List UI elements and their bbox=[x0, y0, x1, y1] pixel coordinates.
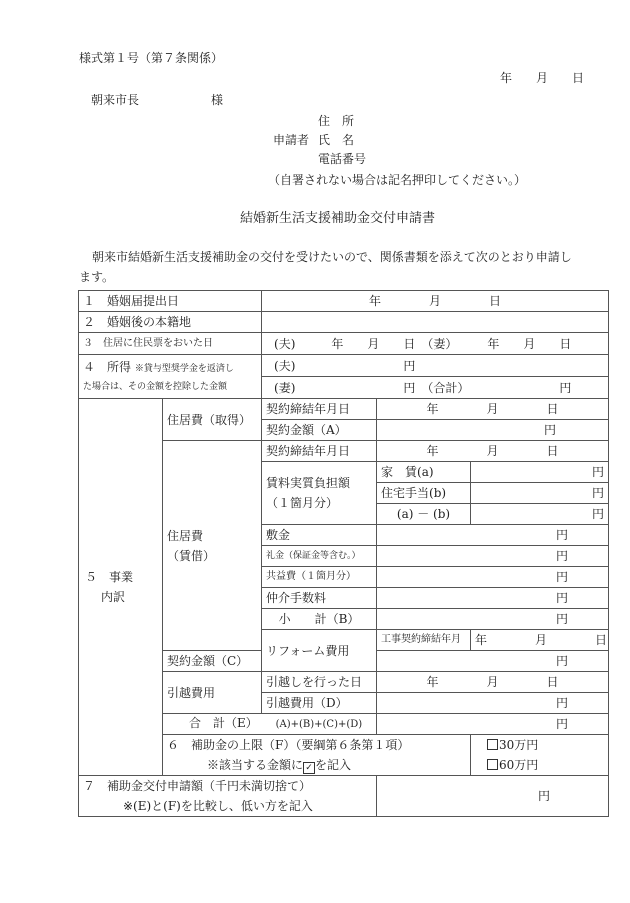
address-label: 住 所 bbox=[318, 114, 355, 128]
intro-text-2: ます。 bbox=[79, 270, 115, 284]
subsidy-limit-note-2: を記入 bbox=[315, 758, 352, 772]
name-label: 氏 名 bbox=[318, 133, 355, 147]
contract-amount-c-label: 契約金額（C） bbox=[163, 651, 262, 672]
phone-label: 電話番号 bbox=[318, 152, 367, 166]
moving-date-label: 引越しを行った日 bbox=[262, 672, 377, 693]
moving-cost-d-value[interactable]: 円 bbox=[377, 693, 609, 714]
construction-date-label: 工事契約締結年月 bbox=[377, 630, 471, 651]
subsidy-limit-options bbox=[471, 735, 609, 776]
registered-domicile-value[interactable] bbox=[262, 312, 609, 333]
common-fee-label: 共益費（１箇月分） bbox=[262, 567, 377, 588]
page-title: 結婚新生活支援補助金交付申請書 bbox=[240, 211, 436, 226]
option-600k-label: 60万円 bbox=[499, 758, 539, 772]
moving-cost-d-label: 引越費用（D） bbox=[262, 693, 377, 714]
form-number: 様式第１号（第７条関係） bbox=[79, 51, 224, 65]
marriage-date-value[interactable]: 年 月 日 bbox=[262, 291, 609, 312]
subsidy-limit-note: ※該当する金額に bbox=[207, 758, 304, 772]
income-note: ※貸与型奨学金を返済し bbox=[134, 363, 234, 374]
rent-burden-label bbox=[262, 462, 377, 525]
checkmark-icon: ✓ bbox=[303, 762, 315, 774]
moving-cost-label: 引越費用 bbox=[163, 672, 262, 714]
intro-text: 朝来市結婚新生活支援補助金の交付を受けたいので、関係書類を添えて次のとおり申請し bbox=[92, 250, 572, 264]
application-amount-note: ※(E)と(F)を比較し、低い方を記入 bbox=[123, 799, 313, 813]
rent-burden-title: 賃料実質負担額 bbox=[266, 476, 351, 490]
moving-date-value[interactable]: 年 月 日 bbox=[377, 672, 609, 693]
rent-burden-sub: （１箇月分） bbox=[266, 496, 339, 510]
deposit-label: 敷金 bbox=[262, 525, 377, 546]
total-e-value[interactable]: 円 bbox=[377, 714, 609, 735]
common-fee-value[interactable]: 円 bbox=[377, 567, 609, 588]
application-amount-value[interactable]: 円 bbox=[377, 776, 609, 817]
housing-rent-sub: （賃借） bbox=[167, 548, 216, 563]
key-money-label: 礼金（保証金等含む。） bbox=[262, 546, 377, 567]
contract-amount-a-label: 契約金額（A） bbox=[262, 420, 377, 441]
brokerage-label: 仲介手数料 bbox=[262, 588, 377, 609]
residence-date-label: ３ 住居に住民票をおいた日 bbox=[79, 333, 262, 355]
contract-date-value[interactable]: 年 月 日 bbox=[377, 399, 609, 420]
income-note-2: た場合は、その金額を控除した金額 bbox=[83, 381, 228, 392]
rent-contract-date-value[interactable]: 年 月 日 bbox=[377, 441, 609, 462]
contract-date-label: 契約締結年月日 bbox=[262, 399, 377, 420]
subsidy-limit-label bbox=[163, 735, 471, 776]
checkbox-600k[interactable] bbox=[487, 759, 498, 770]
project-label-2: 内訳 bbox=[101, 590, 126, 604]
project-label: ５ 事業 bbox=[85, 570, 134, 584]
housing-purchase-label: 住居費（取得） bbox=[163, 399, 262, 441]
income-title: ４ 所得 bbox=[83, 359, 132, 374]
total-e-title: 合 計（E） bbox=[189, 716, 258, 730]
rent-difference-label: (a) － (b) bbox=[377, 504, 471, 525]
rent-label: 家 賃(a) bbox=[377, 462, 471, 483]
application-form-table bbox=[78, 290, 609, 817]
housing-allowance-value[interactable]: 円 bbox=[471, 483, 609, 504]
housing-allowance-label: 住宅手当(b) bbox=[377, 483, 471, 504]
project-breakdown-label bbox=[79, 399, 163, 776]
income-wife[interactable]: (妻) 円 （合計） 円 bbox=[262, 377, 609, 399]
subtotal-b-value[interactable]: 円 bbox=[377, 609, 609, 630]
construction-date-value[interactable]: 年 月 日 bbox=[471, 630, 609, 651]
income-label bbox=[79, 355, 262, 399]
total-e-label bbox=[163, 714, 377, 735]
rent-difference-value[interactable]: 円 bbox=[471, 504, 609, 525]
brokerage-value[interactable]: 円 bbox=[377, 588, 609, 609]
deposit-value[interactable]: 円 bbox=[377, 525, 609, 546]
total-formula: (A)+(B)+(C)+(D) bbox=[275, 719, 363, 730]
rent-value[interactable]: 円 bbox=[471, 462, 609, 483]
checkbox-300k[interactable] bbox=[487, 739, 498, 750]
subsidy-limit-title: ６ 補助金の上限（F）（要綱第６条第１項） bbox=[167, 738, 410, 752]
residence-date-value[interactable]: (夫) 年 月 日 （妻） 年 月 日 bbox=[262, 333, 609, 355]
addressee: 朝来市長 様 bbox=[91, 93, 224, 107]
subtotal-b-label: 小 計（B） bbox=[262, 609, 377, 630]
date-field: 年 月 日 bbox=[500, 71, 585, 85]
marriage-date-label: １ 婚姻届提出日 bbox=[79, 291, 262, 312]
contract-amount-c-value[interactable]: 円 bbox=[377, 651, 609, 672]
registered-domicile-label: ２ 婚姻後の本籍地 bbox=[79, 312, 262, 333]
option-300k-label: 30万円 bbox=[499, 738, 539, 752]
applicant-label: 申請者 bbox=[273, 133, 310, 147]
housing-rent-label bbox=[163, 441, 262, 651]
housing-rent-title: 住居費 bbox=[167, 528, 204, 543]
application-amount-label bbox=[79, 776, 377, 817]
key-money-value[interactable]: 円 bbox=[377, 546, 609, 567]
signature-note: （自署されない場合は記名押印してください。） bbox=[268, 173, 527, 187]
application-amount-title: ７ 補助金交付申請額（千円未満切捨て） bbox=[83, 779, 312, 793]
contract-amount-a-value[interactable]: 円 bbox=[377, 420, 609, 441]
reform-cost-label: リフォーム費用 bbox=[262, 630, 377, 672]
income-husband[interactable]: (夫) 円 bbox=[262, 355, 609, 377]
rent-contract-date-label: 契約締結年月日 bbox=[262, 441, 377, 462]
